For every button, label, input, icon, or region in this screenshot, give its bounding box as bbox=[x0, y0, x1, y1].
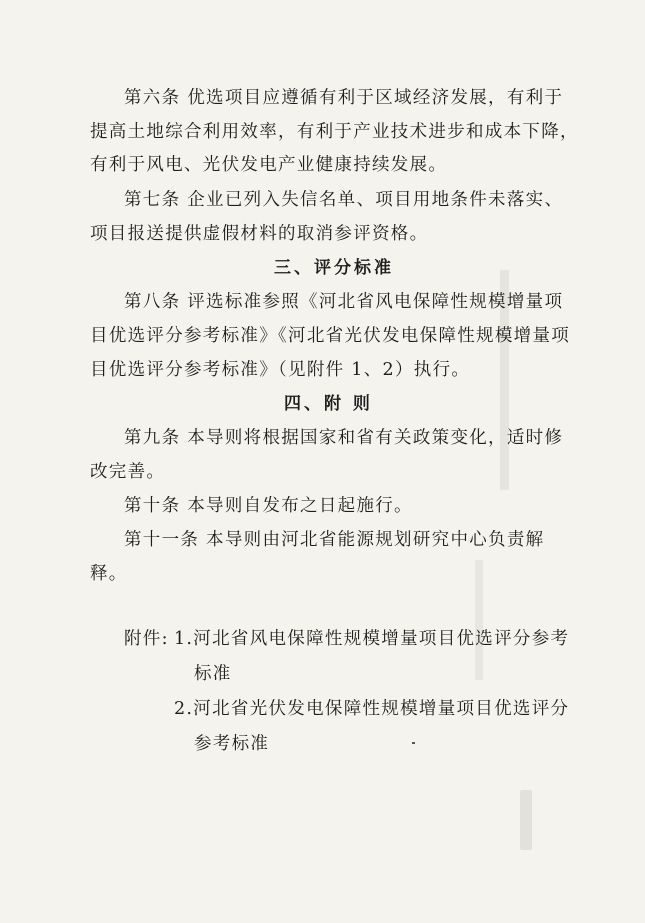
attachment2-line2: 参考标准 bbox=[194, 734, 270, 754]
article8-line1: 第八条 评选标准参照《河北省风电保障性规模增量项 bbox=[124, 292, 564, 312]
article7-line2: 项目报送提供虚假材料的取消参评资格。 bbox=[90, 224, 429, 244]
attachments-label: 附件: bbox=[124, 629, 169, 649]
article6-line3: 有利于风电、光伏发电产业健康持续发展。 bbox=[90, 155, 448, 175]
article8-line3: 目优选评分参考标准》（见附件 1、2）执行。 bbox=[90, 360, 471, 380]
article8-line2: 目优选评分参考标准》《河北省光伏发电保障性规模增量项 bbox=[90, 326, 571, 346]
attachment1-line1: 1.河北省风电保障性规模增量项目优选评分参考 bbox=[174, 629, 570, 649]
article9-line2: 改完善。 bbox=[90, 462, 166, 482]
attachment2-line1: 2.河北省光伏发电保障性规模增量项目优选评分 bbox=[174, 699, 570, 719]
bleed-through-mark bbox=[520, 790, 532, 850]
section4-heading: 四、附 则 bbox=[284, 394, 373, 414]
scan-speck bbox=[412, 742, 415, 744]
article7-line1: 第七条 企业已列入失信名单、项目用地条件未落实、 bbox=[124, 190, 564, 210]
section3-heading: 三、评分标准 bbox=[274, 258, 394, 278]
bleed-through-mark bbox=[475, 560, 483, 680]
article11-line2: 释。 bbox=[90, 564, 128, 584]
attachment1-line2: 标准 bbox=[194, 664, 232, 684]
article9-line1: 第九条 本导则将根据国家和省有关政策变化，适时修 bbox=[124, 428, 564, 448]
article10-line1: 第十条 本导则自发布之日起施行。 bbox=[124, 496, 413, 516]
article6-line1: 第六条 优选项目应遵循有利于区域经济发展，有利于 bbox=[124, 88, 564, 108]
article11-line1: 第十一条 本导则由河北省能源规划研究中心负责解 bbox=[124, 530, 545, 550]
article6-line2: 提高土地综合利用效率，有利于产业技术进步和成本下降， bbox=[90, 122, 579, 142]
